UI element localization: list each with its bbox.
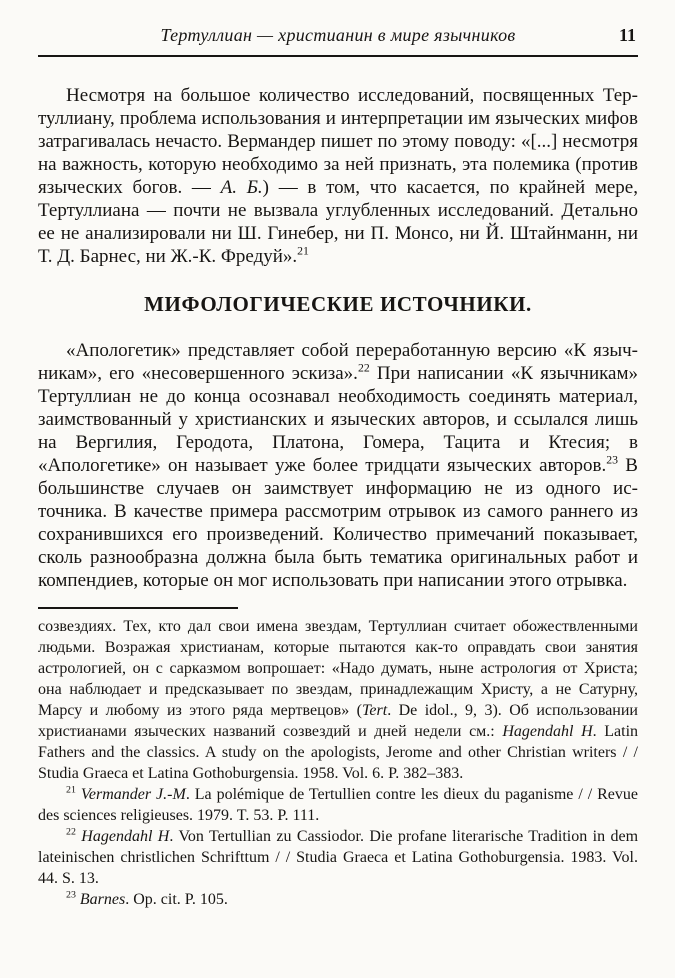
main-text xyxy=(38,84,638,592)
cited-author: Barnes xyxy=(79,891,126,908)
footnote-23-number: 23 xyxy=(66,889,76,901)
section-heading: МИФОЛОГИЧЕСКИЕ ИСТОЧНИКИ. xyxy=(144,292,532,316)
paragraph-text-segment: Несмотря на большое количество исследований, посвященных Тертуллиану, проблема использования и интерпретации им языческих мифов затрагивалась нечасто. Вермандер пишет по этому поводу: «[...] несмотря на важность, которую необходимо за ней признать, эта полемика (против языческих богов. — xyxy=(38,85,638,198)
cited-author: Hagendahl H xyxy=(81,828,170,845)
footnote-separator xyxy=(38,607,238,609)
page-number: 11 xyxy=(618,25,636,45)
paragraph-research-overview xyxy=(38,84,638,268)
paragraph-text-segment: При написании «К язычникам» Тертуллиан не до конца осознавал необходимость соединять материал, заимствованный у христианских и языческих авторов, и ссылался лишь на Вергилия, Геродота, Платона, Гомера, Тацита и Ктесия; в «Апологетике» он называет уже более тридцати языческих авторов. xyxy=(38,363,639,476)
footnote-ref-22: 22 xyxy=(357,361,370,375)
footnote-text-segment: . De idol., 9, 3). Об использовании христианами языческих названий созвездий и дней недели см.: xyxy=(38,702,638,740)
paragraph-apologeticum-sources xyxy=(38,339,638,592)
footnote-22 xyxy=(38,826,638,889)
header-rule xyxy=(38,55,638,57)
cited-author: Hagendahl H xyxy=(502,723,593,740)
footnote-21 xyxy=(38,784,638,826)
footnote-text-segment: . Von Tertullian zu Cassiodor. Die profane literarische Tradition in dem lateinischen christlichen Schrifttum / / Studia Graeca et Latina Gothoburgensia. 1983. Vol. 44. S. 13. xyxy=(38,828,639,887)
footnote-text-segment: созвездиях. Тех, кто дал свои имена звездам, Тертуллиан считает обожествленными людьми. Возражая христианам, которые пытаются как-то оправдать свои занятия астрологией, он с сарказмом вопрошает: «Надо думать, ныне астрология от Христа; она наблюдает и предсказывает по звездам, принадлежащим Христу, а не Сатурну, Марсу и любому из этого ряда мертвецов» ( xyxy=(38,618,638,719)
footnote-text-segment: . Latin Fathers and the classics. A study on the apologists, Jerome and other Christian writers / / Studia Graeca et Latina Gothoburgensia. 1958. Vol. 6. P. 382–383. xyxy=(38,723,639,782)
editor-initials: А. Б. xyxy=(220,177,263,198)
footnote-text-segment: . La polémique de Tertullien contre les dieux du paganisme / / Revue des sciences religieuses. 1979. T. 53. P. 111. xyxy=(38,786,639,824)
paragraph-text-segment: «Апологетик» представляет собой переработанную версию «К язычникам», его «несовершенного эскиза». xyxy=(38,340,638,384)
footnote-23 xyxy=(38,889,638,910)
footnote-ref-23: 23 xyxy=(606,453,619,467)
cited-author: Vermander J.-M xyxy=(80,786,186,803)
running-header-title: Тертуллиан — христианин в мире язычников xyxy=(160,25,516,45)
footnote-21-number: 21 xyxy=(66,784,76,796)
footnote-22-number: 22 xyxy=(66,826,76,838)
cited-work-abbrev: Tert xyxy=(362,702,388,719)
footnote-continuation xyxy=(38,616,638,784)
running-header xyxy=(38,25,638,50)
footnote-text-segment: . Op. cit. P. 105. xyxy=(125,891,228,908)
paragraph-text-segment: В большинстве случаев он заимствует информацию не из одного источника. В качестве примера рассмотрим отрывок из самого раннего из сохранившихся его произведений. Количество примечаний показывает, сколь разнообразна должна была быть тематика оригинальных работ и компендиев, которые он мог использовать при написании этого отрывка. xyxy=(38,455,638,591)
footnotes-section xyxy=(38,616,638,910)
paragraph-text-segment: ) — в том, что касается, по крайней мере, Тертуллиана — почти не вызвала углубленных исследований. Детально ее не анализировали ни Ш. Гинебер, ни П. Монсо, ни Й. Штайнманн, ни Т. Д. Барнес, ни Ж.-К. Фредуй». xyxy=(38,177,638,267)
footnote-ref-21: 21 xyxy=(297,244,309,258)
